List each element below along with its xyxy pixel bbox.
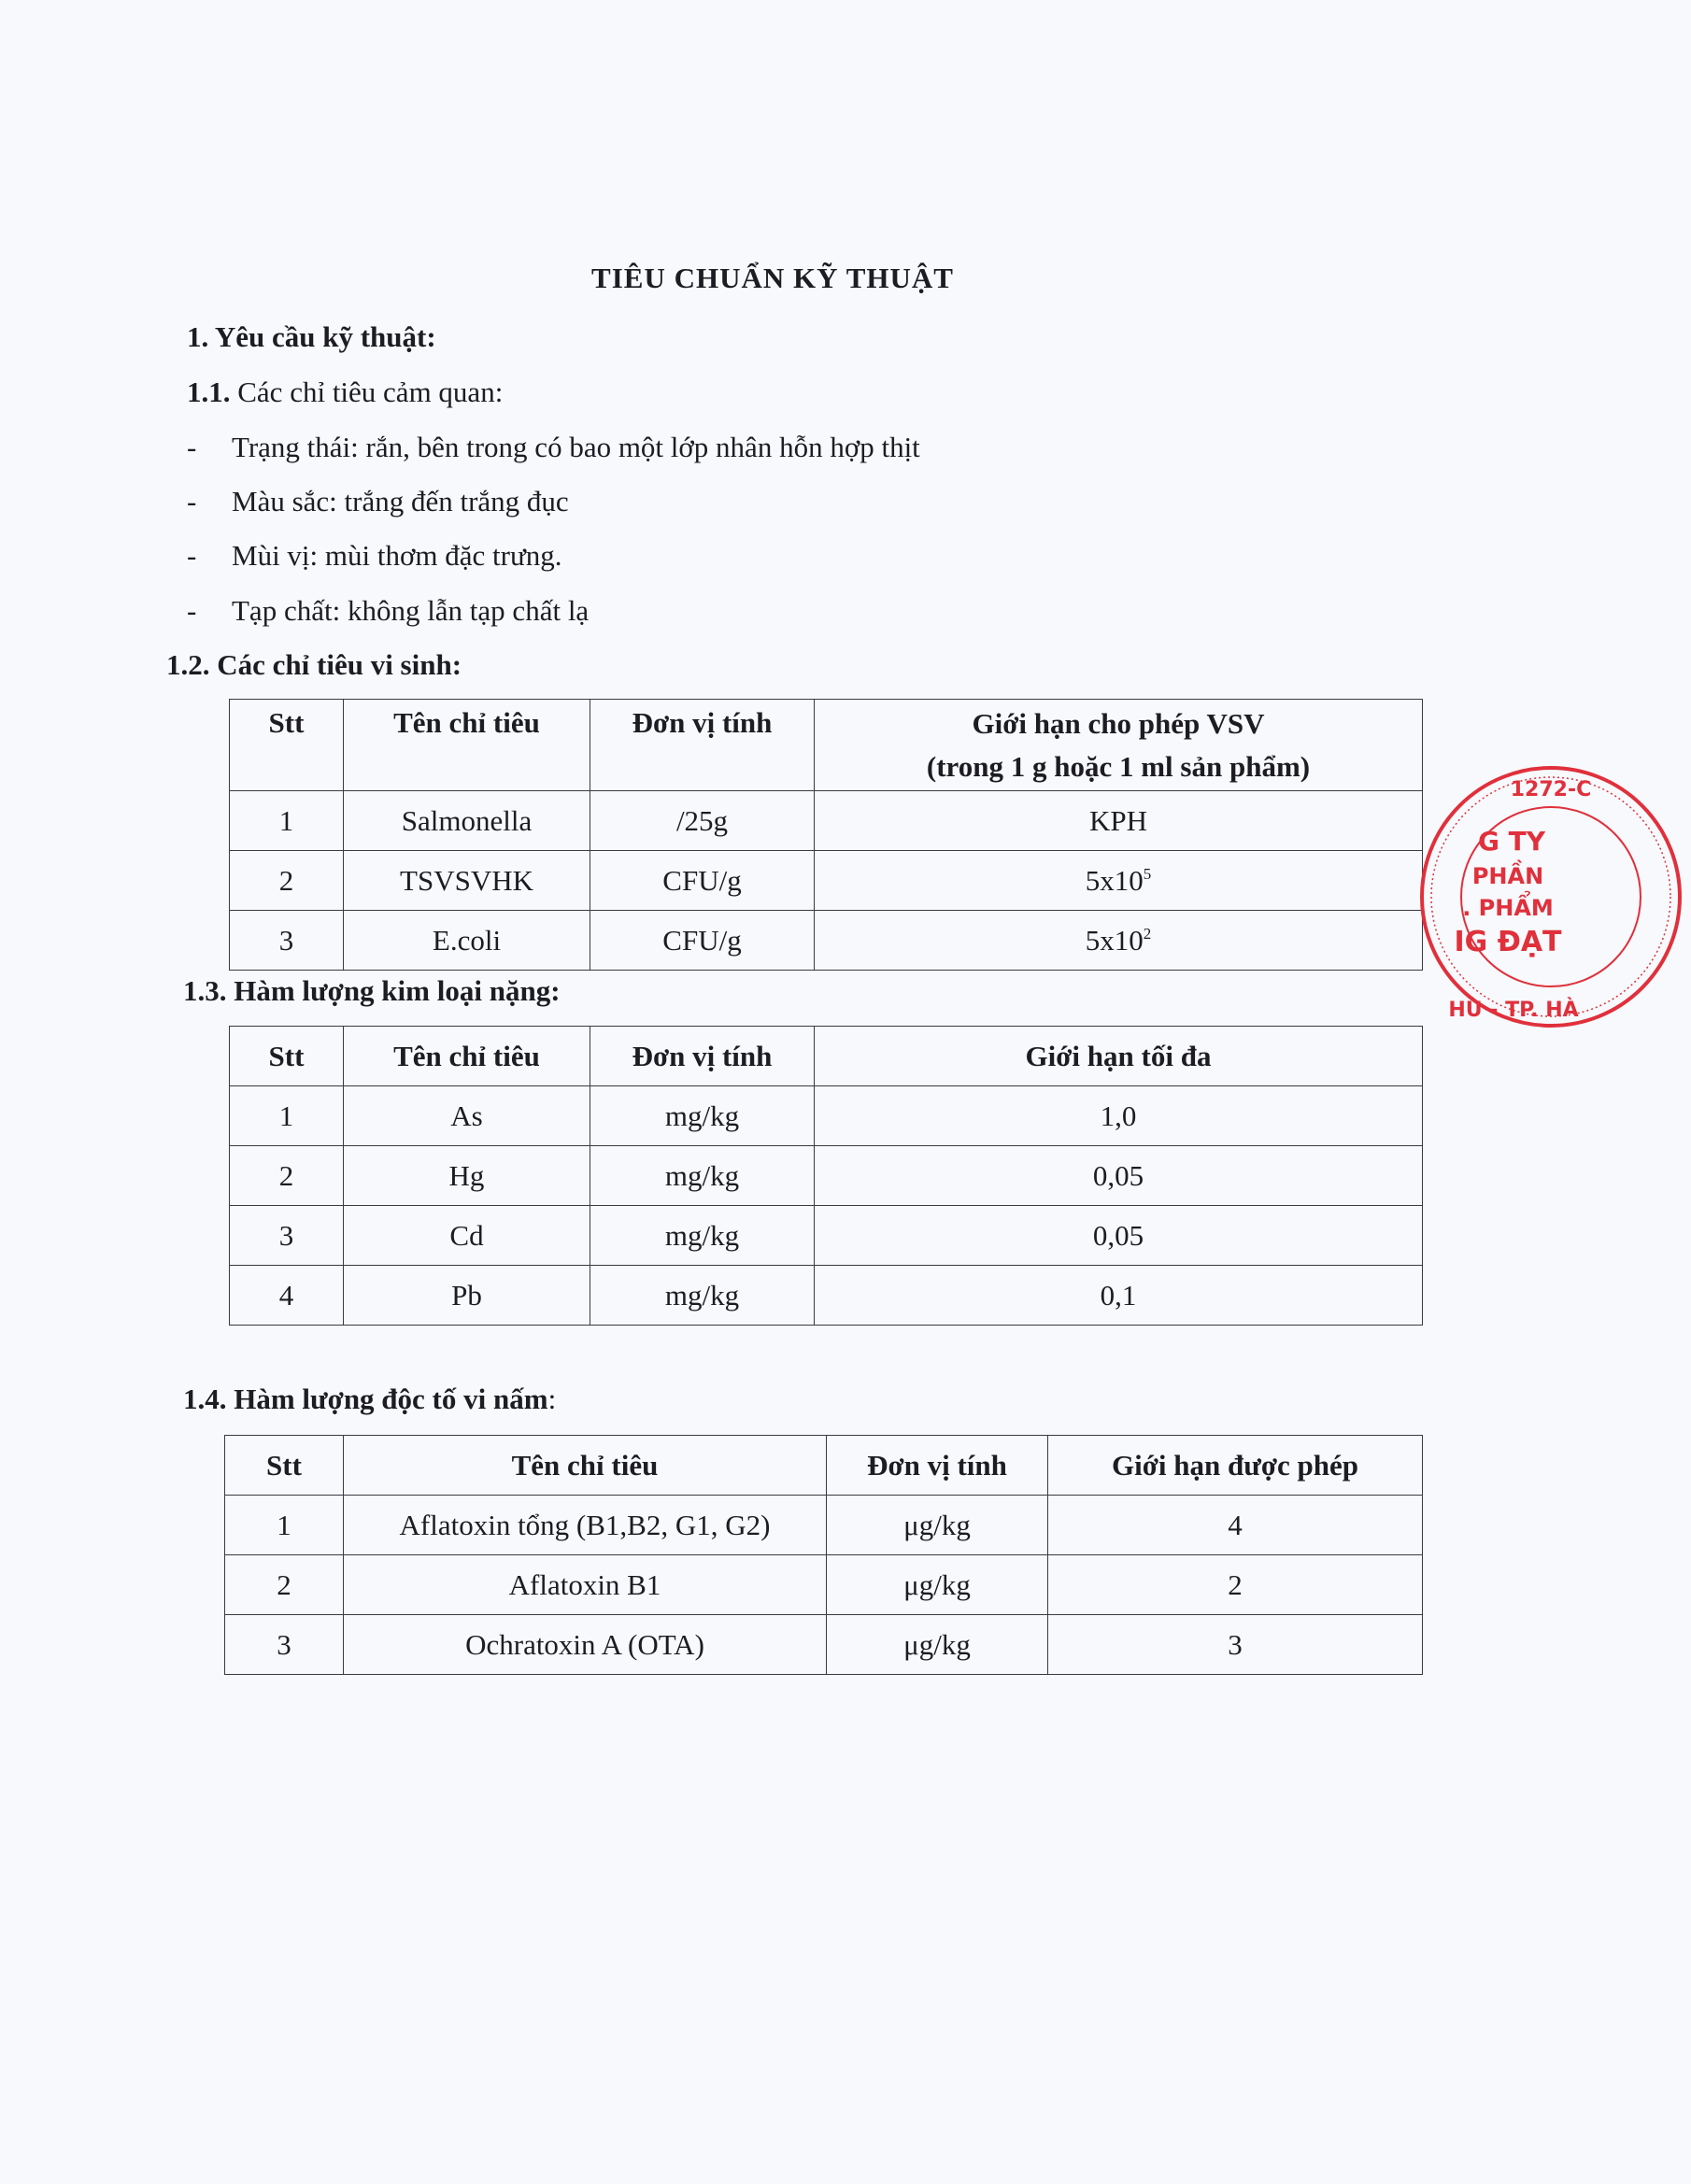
bullet-marker: - bbox=[187, 431, 197, 463]
cell-stt: 4 bbox=[230, 1266, 344, 1326]
table-header-row bbox=[230, 1027, 1423, 1086]
cell-limit: KPH bbox=[815, 791, 1423, 851]
header-stt: Stt bbox=[225, 1436, 344, 1496]
table-row bbox=[225, 1555, 1423, 1615]
seal-text-line: HÙ - TP. HÀ bbox=[1448, 999, 1579, 1022]
cell-name: Salmonella bbox=[344, 791, 590, 851]
cell-limit: 2 bbox=[1048, 1555, 1423, 1615]
cell-name: Pb bbox=[344, 1266, 590, 1326]
cell-stt: 2 bbox=[230, 1146, 344, 1206]
cell-name: Cd bbox=[344, 1206, 590, 1266]
section-1-4-heading bbox=[183, 1383, 556, 1416]
cell-unit: μg/kg bbox=[827, 1555, 1048, 1615]
header-limit-sub: (trong 1 g hoặc 1 ml sản phẩm) bbox=[926, 749, 1311, 783]
header-stt: Stt bbox=[230, 700, 344, 791]
seal-text-line: IG ĐẠT bbox=[1454, 926, 1562, 958]
document-title: TIÊU CHUẨN KỸ THUẬT bbox=[591, 262, 954, 294]
limit-exponent: 5 bbox=[1143, 864, 1152, 883]
cell-name: As bbox=[344, 1086, 590, 1146]
cell-stt: 3 bbox=[230, 1206, 344, 1266]
seal-text-line: 1272-C bbox=[1510, 778, 1592, 801]
cell-unit: mg/kg bbox=[590, 1086, 815, 1146]
header-unit: Đơn vị tính bbox=[827, 1436, 1048, 1496]
cell-unit: mg/kg bbox=[590, 1266, 815, 1326]
cell-unit: μg/kg bbox=[827, 1615, 1048, 1675]
bullet-item bbox=[187, 539, 562, 573]
section-1-4-text: 1.4. Hàm lượng độc tố vi nấm bbox=[183, 1383, 548, 1415]
header-limit-main: Giới hạn cho phép VSV bbox=[972, 706, 1265, 740]
section-1-4-colon: : bbox=[547, 1383, 557, 1415]
limit-base: 5x10 bbox=[1085, 863, 1144, 897]
cell-limit bbox=[815, 911, 1423, 971]
cell-stt: 2 bbox=[225, 1555, 344, 1615]
bullet-item bbox=[187, 431, 920, 464]
cell-stt: 2 bbox=[230, 851, 344, 911]
bullet-text: Tạp chất: không lẫn tạp chất lạ bbox=[232, 594, 590, 627]
cell-limit: 3 bbox=[1048, 1615, 1423, 1675]
cell-name: TSVSVHK bbox=[344, 851, 590, 911]
cell-limit: 0,1 bbox=[815, 1266, 1423, 1326]
limit-base: 5x10 bbox=[1085, 923, 1144, 957]
table-header-row bbox=[230, 700, 1423, 791]
bullet-text: Mùi vị: mùi thơm đặc trưng. bbox=[232, 539, 562, 572]
microbiological-table bbox=[229, 699, 1423, 971]
seal-text-line: G TY bbox=[1477, 826, 1546, 857]
header-name: Tên chỉ tiêu bbox=[344, 1436, 827, 1496]
table-row bbox=[225, 1496, 1423, 1555]
bullet-text: Màu sắc: trắng đến trắng đục bbox=[232, 485, 569, 518]
cell-limit: 4 bbox=[1048, 1496, 1423, 1555]
cell-unit: CFU/g bbox=[590, 851, 815, 911]
cell-stt: 3 bbox=[225, 1615, 344, 1675]
cell-stt: 1 bbox=[230, 791, 344, 851]
cell-stt: 1 bbox=[230, 1086, 344, 1146]
section-1-3-heading: 1.3. Hàm lượng kim loại nặng: bbox=[183, 974, 561, 1007]
limit-exponent: 2 bbox=[1143, 924, 1152, 943]
bullet-item bbox=[187, 594, 589, 628]
header-unit: Đơn vị tính bbox=[590, 700, 815, 791]
cell-name: Hg bbox=[344, 1146, 590, 1206]
cell-name: Aflatoxin B1 bbox=[344, 1555, 827, 1615]
table-row bbox=[230, 911, 1423, 971]
bullet-marker: - bbox=[187, 594, 197, 627]
mycotoxin-table bbox=[224, 1435, 1423, 1675]
cell-unit: /25g bbox=[590, 791, 815, 851]
cell-name: E.coli bbox=[344, 911, 590, 971]
table-row bbox=[230, 1206, 1423, 1266]
cell-unit: mg/kg bbox=[590, 1146, 815, 1206]
bullet-text: Trạng thái: rắn, bên trong có bao một lớp nhân hỗn hợp thịt bbox=[232, 431, 920, 463]
cell-limit: 0,05 bbox=[815, 1206, 1423, 1266]
cell-limit bbox=[815, 851, 1423, 911]
cell-unit: mg/kg bbox=[590, 1206, 815, 1266]
cell-unit: CFU/g bbox=[590, 911, 815, 971]
cell-name: Ochratoxin A (OTA) bbox=[344, 1615, 827, 1675]
bullet-marker: - bbox=[187, 485, 197, 518]
header-name: Tên chỉ tiêu bbox=[344, 1027, 590, 1086]
table-row bbox=[230, 1146, 1423, 1206]
table-row bbox=[230, 1266, 1423, 1326]
header-stt: Stt bbox=[230, 1027, 344, 1086]
cell-stt: 3 bbox=[230, 911, 344, 971]
table-header-row bbox=[225, 1436, 1423, 1496]
header-unit: Đơn vị tính bbox=[590, 1027, 815, 1086]
cell-stt: 1 bbox=[225, 1496, 344, 1555]
header-name: Tên chỉ tiêu bbox=[344, 700, 590, 791]
seal-text-line: PHẦN bbox=[1471, 863, 1544, 889]
cell-unit: μg/kg bbox=[827, 1496, 1048, 1555]
table-row bbox=[230, 851, 1423, 911]
header-limit bbox=[815, 700, 1423, 791]
header-limit: Giới hạn tối đa bbox=[815, 1027, 1423, 1086]
heavy-metal-table bbox=[229, 1026, 1423, 1326]
cell-limit: 1,0 bbox=[815, 1086, 1423, 1146]
company-seal-stamp bbox=[1411, 757, 1691, 1037]
table-row bbox=[225, 1615, 1423, 1675]
section-1-1-text: Các chỉ tiêu cảm quan: bbox=[230, 376, 504, 408]
table-row bbox=[230, 791, 1423, 851]
section-1-heading: 1. Yêu cầu kỹ thuật: bbox=[187, 320, 436, 353]
header-limit: Giới hạn được phép bbox=[1048, 1436, 1423, 1496]
bullet-marker: - bbox=[187, 539, 197, 572]
cell-limit: 0,05 bbox=[815, 1146, 1423, 1206]
cell-name: Aflatoxin tổng (B1,B2, G1, G2) bbox=[344, 1496, 827, 1555]
section-1-2-heading: 1.2. Các chỉ tiêu vi sinh: bbox=[166, 648, 462, 681]
section-1-1-heading bbox=[187, 376, 503, 409]
bullet-item bbox=[187, 485, 569, 518]
seal-text-line: . PHẨM bbox=[1462, 895, 1554, 921]
section-1-1-number: 1.1. bbox=[187, 376, 231, 408]
table-row bbox=[230, 1086, 1423, 1146]
